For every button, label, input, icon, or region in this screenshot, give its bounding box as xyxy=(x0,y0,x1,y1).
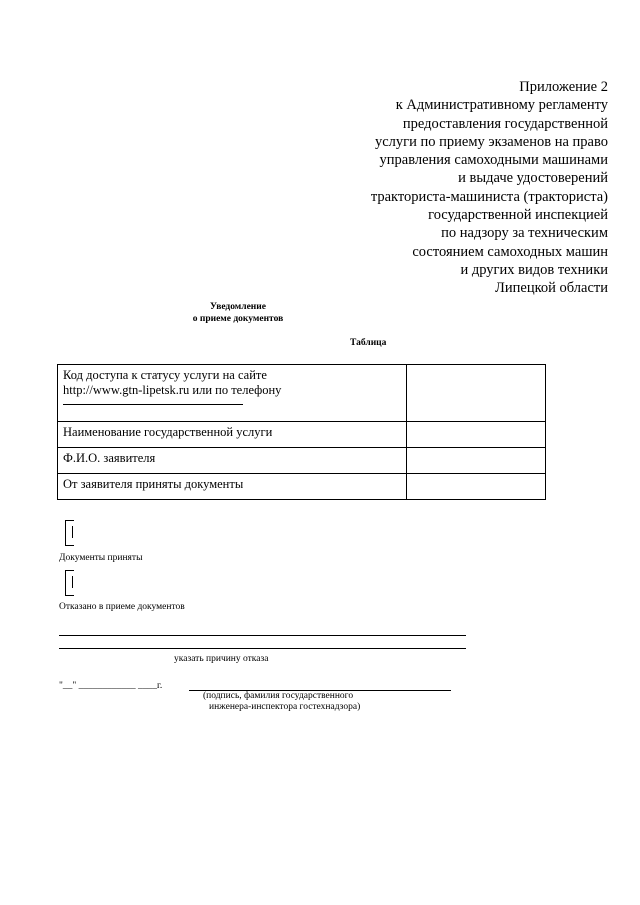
reason-line-2[interactable] xyxy=(59,648,466,649)
accepted-checkbox[interactable] xyxy=(65,520,77,546)
signature-caption-line1: (подпись, фамилия государственного xyxy=(203,691,354,701)
notice-title-line2: о приеме документов xyxy=(192,314,284,324)
date-field[interactable]: "__" ____________ ____г. xyxy=(59,681,163,691)
appendix-line: и других видов техники xyxy=(460,261,608,278)
notice-table xyxy=(57,364,546,500)
appendix-line: и выдаче удостоверений xyxy=(458,170,608,187)
appendix-line: управления самоходными машинами xyxy=(379,152,608,169)
appendix-line: тракториста-машиниста (тракториста) xyxy=(370,188,608,205)
access-code-value-cell[interactable] xyxy=(407,365,546,422)
appendix-line: Приложение 2 xyxy=(519,79,608,95)
table-row xyxy=(58,365,546,422)
access-code-label-cell xyxy=(58,365,407,422)
table-row xyxy=(58,422,546,448)
appendix-header xyxy=(318,78,608,298)
documents-accepted-label: От заявителя приняты документы xyxy=(58,474,407,500)
service-name-label: Наименование государственной услуги xyxy=(58,422,407,448)
table-label: Таблица xyxy=(350,338,387,348)
phone-blank-line xyxy=(63,398,243,405)
appendix-line: предоставления государственной xyxy=(402,115,608,132)
reason-caption: указать причину отказа xyxy=(174,654,269,664)
documents-accepted-value-cell[interactable] xyxy=(407,474,546,500)
table-row xyxy=(58,474,546,500)
appendix-line: услуги по приему экзаменов на право xyxy=(375,133,608,150)
access-code-site: http://www.gtn-lipetsk.ru или по телефону xyxy=(63,383,282,397)
table-row xyxy=(58,448,546,474)
access-code-label: Код доступа к статусу услуги на сайте xyxy=(63,368,267,382)
service-name-value-cell[interactable] xyxy=(407,422,546,448)
appendix-line: к Административному регламенту xyxy=(395,97,608,114)
checkbox-mark-icon xyxy=(72,526,73,538)
appendix-line: государственной инспекцией xyxy=(428,207,608,224)
appendix-line: Липецкой области xyxy=(495,280,608,297)
applicant-name-value-cell[interactable] xyxy=(407,448,546,474)
rejected-label: Отказано в приеме документов xyxy=(59,602,185,612)
checkbox-mark-icon xyxy=(72,576,73,588)
accepted-label: Документы приняты xyxy=(59,553,143,563)
rejected-checkbox[interactable] xyxy=(65,570,77,596)
appendix-line: состоянием самоходных машин xyxy=(412,243,608,260)
notice-title-line1: Уведомление xyxy=(210,302,266,312)
reason-line-1[interactable] xyxy=(59,635,466,636)
applicant-name-label: Ф.И.О. заявителя xyxy=(58,448,407,474)
appendix-line: по надзору за техническим xyxy=(441,225,608,242)
notice-title xyxy=(168,301,308,325)
signature-caption-line2: инженера-инспектора гостехнадзора) xyxy=(209,702,361,712)
